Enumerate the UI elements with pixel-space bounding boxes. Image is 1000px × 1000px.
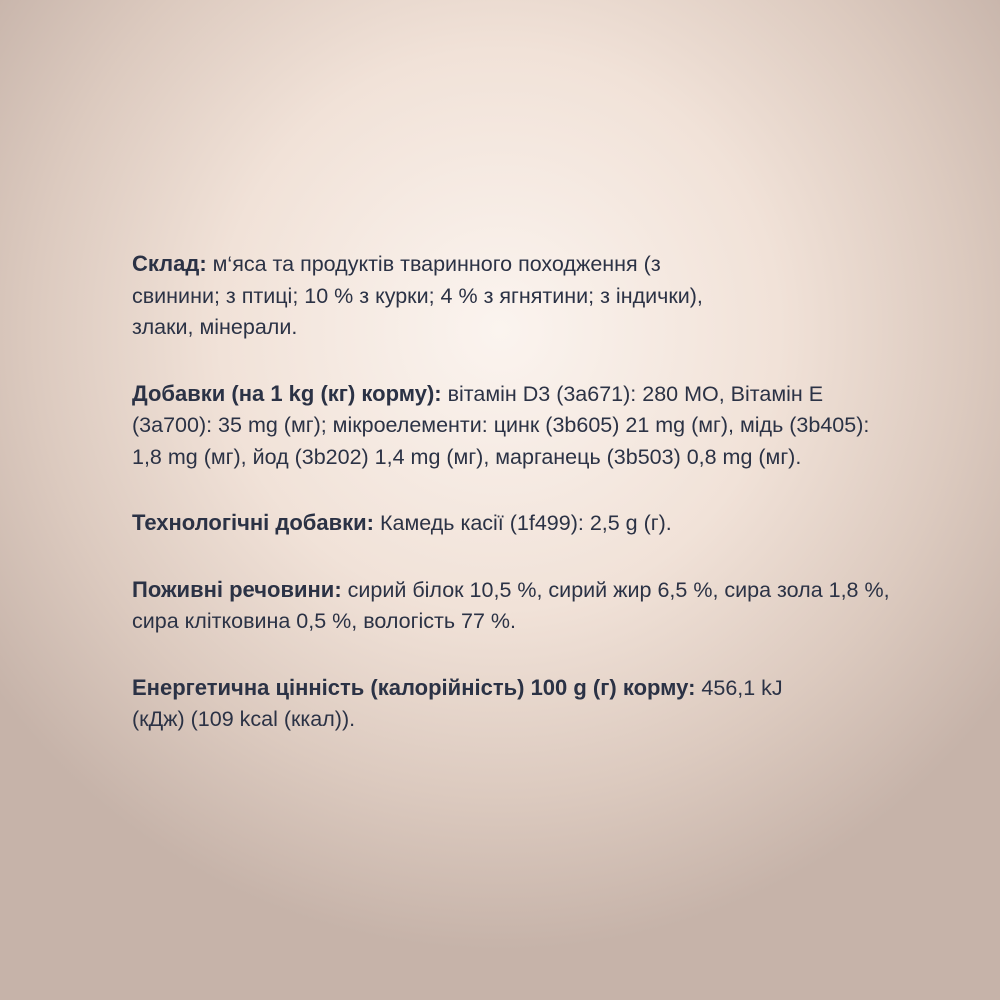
composition-text: м‘яса та продуктів тваринного походження (з свинини; з птиці; 10 % з курки; 4 % з ягнятини; з індички), злаки, мінерали. [132,252,703,339]
energy-value-section [132,672,822,736]
energy-value-label: Енергетична цінність (калорійність) 100 g (г) корму: [132,674,696,700]
additives-text: вітамін D3 (3a671): 280 МО, Вітамін E (3a700): 35 mg (мг); мікроелементи: цинк (3b605) 21 mg (мг), мідь (3b405): 1,8 mg (мг), йод (3b202) 1,4 mg (мг), марганець (3b503) 0,8 mg (мг). [132,381,870,469]
technological-additives-section [132,507,907,540]
composition-label: Склад: [132,251,207,276]
composition-section [132,248,747,344]
additives-section [132,378,892,474]
technological-additives-label: Технологічні добавки: [132,510,374,535]
nutrients-text: сирий білок 10,5 %, сирий жир 6,5 %, сира зола 1,8 %, сира клітковина 0,5 %, вологість 77 %. [132,577,890,633]
nutrients-label: Поживні речовини: [132,576,342,602]
technological-additives-text: Камедь касії (1f499): 2,5 g (г). [374,511,672,535]
ingredients-panel [132,248,907,770]
additives-label: Добавки (на 1 kg (кг) корму): [132,380,442,406]
nutrients-section [132,574,892,638]
energy-value-text: 456,1 kJ (кДж) (109 kcal (ккал)). [132,675,783,731]
